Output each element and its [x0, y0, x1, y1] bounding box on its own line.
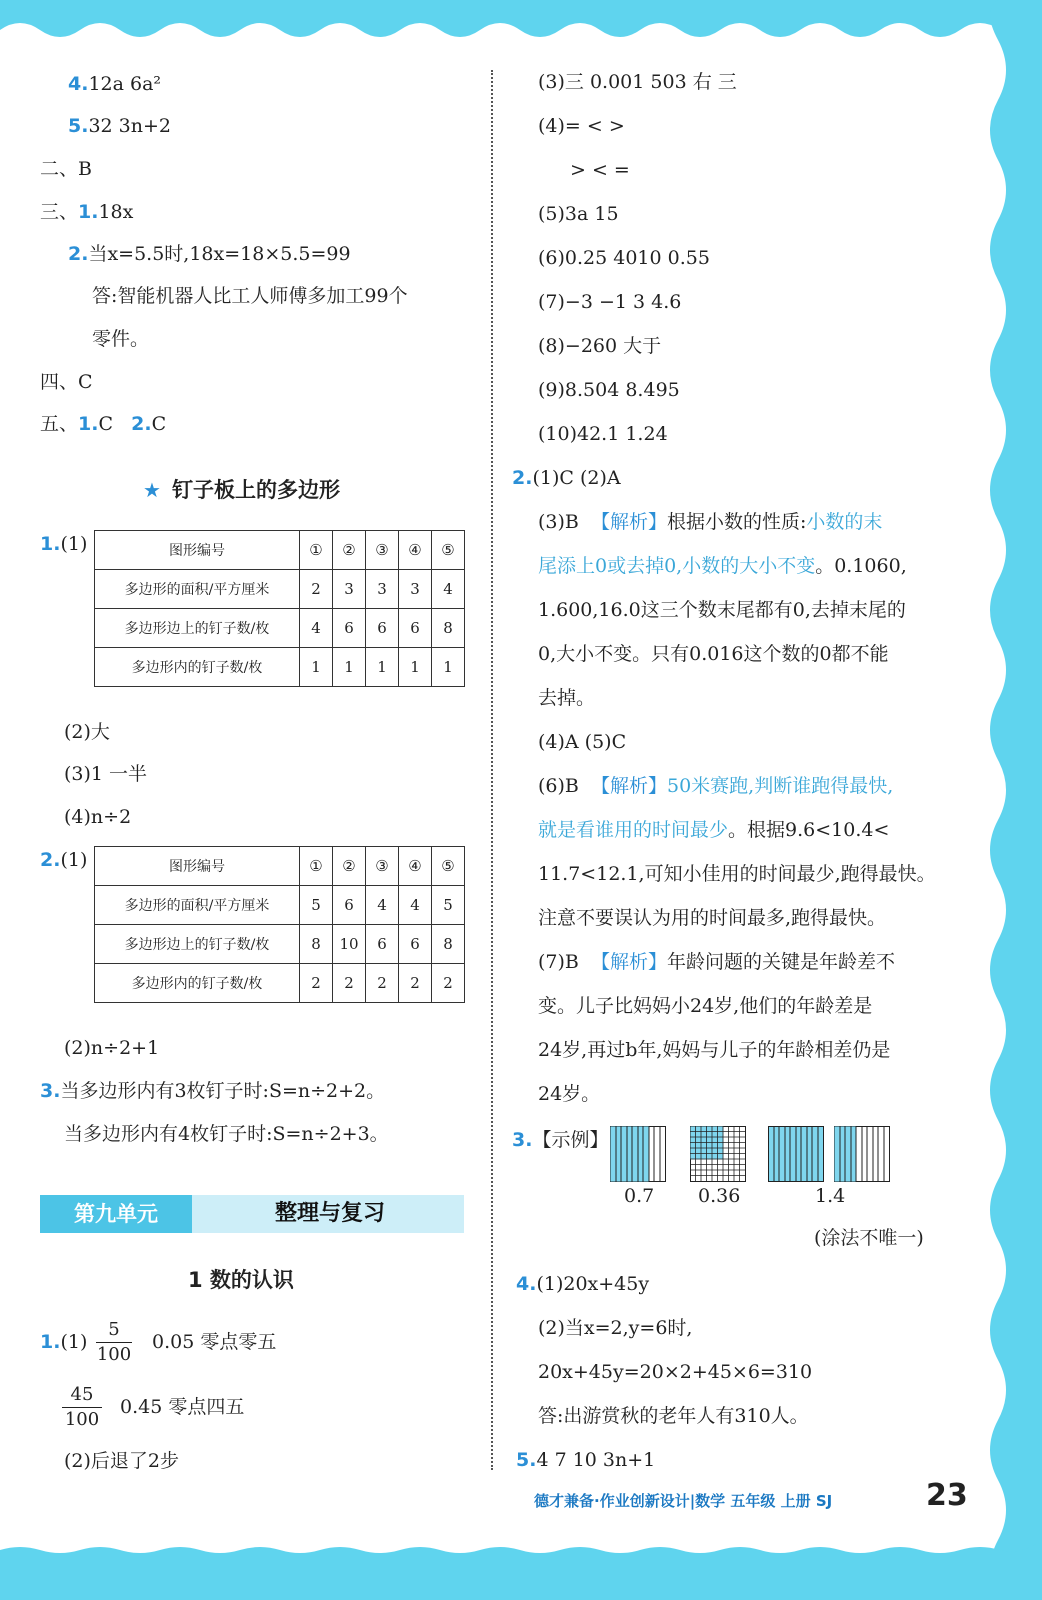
right-q2-3-l3: 1.600,16.0这三个数末尾都有0,去掉末尾的: [538, 599, 906, 621]
right-q2-3-l4: 0,大小不变。只有0.016这个数的0都不能: [538, 643, 889, 665]
table-cell: ④: [399, 847, 432, 886]
table-cell: 2: [333, 964, 366, 1003]
table-cell: 图形编号: [95, 531, 300, 570]
numerator: 5: [108, 1319, 120, 1340]
table-cell: 3: [399, 570, 432, 609]
right-q2-3: (3)B 【解析】根据小数的性质:小数的末: [538, 511, 883, 533]
answer-san-1: 三、1.18x: [40, 201, 134, 223]
denominator: 100: [62, 1407, 102, 1432]
table-cell: 5: [300, 886, 333, 925]
denominator: 100: [96, 1344, 132, 1365]
right-4: (4)= < >: [538, 115, 625, 137]
unit-label: 第九单元: [40, 1195, 192, 1233]
table-cell: 2: [432, 964, 465, 1003]
table-cell: 8: [432, 609, 465, 648]
table-cell: 8: [432, 925, 465, 964]
number-q1c: (2)后退了2步: [64, 1450, 180, 1472]
table-cell: 1: [300, 648, 333, 687]
table-cell: 2: [300, 570, 333, 609]
table-row: [95, 531, 465, 570]
table-cell: 5: [432, 886, 465, 925]
answer-san-2: 2.当x=5.5时,18x=18×5.5=99: [68, 243, 351, 265]
grid-note: (涂法不唯一): [814, 1227, 924, 1249]
right-q4-3: 20x+45y=20×2+45×6=310: [538, 1361, 813, 1383]
table-row: [95, 570, 465, 609]
question-1-2: (2)大: [64, 721, 110, 743]
footer-text: 德才兼备·作业创新设计|数学 五年级 上册 SJ: [534, 1492, 833, 1510]
number-q1-label: 1.(1): [40, 1331, 88, 1353]
top-wave-border: [0, 0, 1042, 48]
right-q2-6-l2: 就是看谁用的时间最少。根据9.6<10.4<: [538, 819, 890, 841]
table-cell: 6: [366, 925, 399, 964]
grid-0.36: [690, 1126, 746, 1182]
right-q2-45: (4)A (5)C: [538, 731, 627, 753]
table-row: [95, 964, 465, 1003]
right-q2-6: (6)B 【解析】50米赛跑,判断谁跑得最快,: [538, 775, 894, 797]
table-cell: 10: [333, 925, 366, 964]
table-cell: 图形编号: [95, 847, 300, 886]
fraction-45-100: [62, 1383, 102, 1432]
answer-4: 4.12a 6a²: [68, 73, 162, 95]
right-7: (7)−3 −1 3 4.6: [538, 291, 682, 313]
answer-5: 5.32 3n+2: [68, 115, 172, 137]
table-cell: 6: [366, 609, 399, 648]
grid-label: 1.4: [815, 1185, 846, 1207]
right-10: (10)42.1 1.24: [538, 423, 668, 445]
answer-si: 四、C: [40, 371, 93, 393]
answer-san-2-text: 答:智能机器人比工人师傅多加工99个: [92, 285, 408, 307]
table-cell: 4: [366, 886, 399, 925]
question-1-3: (3)1 一半: [64, 763, 148, 785]
table-2: [94, 846, 465, 1003]
table-cell: ②: [333, 847, 366, 886]
table-cell: ④: [399, 531, 432, 570]
right-q3: 3.【示例】: [512, 1129, 609, 1151]
table-row: [95, 886, 465, 925]
table-cell: 1: [333, 648, 366, 687]
table-cell: 1: [366, 648, 399, 687]
table-cell: 多边形内的钉子数/枚: [95, 648, 300, 687]
table-cell: 多边形的面积/平方厘米: [95, 570, 300, 609]
right-wave-border: [968, 0, 1042, 1600]
fraction-5-100: [96, 1318, 132, 1367]
numerator: 45: [70, 1384, 94, 1405]
table-cell: ⑤: [432, 847, 465, 886]
right-q4-4: 答:出游赏秋的老年人有310人。: [538, 1405, 809, 1427]
grid-1.4-a: [768, 1126, 824, 1182]
grid-label: 0.7: [624, 1185, 655, 1207]
page-number: 23: [926, 1478, 968, 1513]
right-q2-7-l4: 24岁。: [538, 1083, 601, 1105]
table-cell: ③: [366, 531, 399, 570]
right-q4: 4.(1)20x+45y: [516, 1273, 650, 1295]
table-row: [95, 925, 465, 964]
table-cell: 多边形边上的钉子数/枚: [95, 609, 300, 648]
table-cell: 1: [399, 648, 432, 687]
right-8: (8)−260 大于: [538, 335, 662, 357]
right-5: (5)3a 15: [538, 203, 619, 225]
table-cell: ⑤: [432, 531, 465, 570]
answer-san-2-text-end: 零件。: [92, 328, 150, 350]
table-cell: ①: [300, 847, 333, 886]
table-cell: 2: [399, 964, 432, 1003]
answer-wu: 五、1.C 2.C: [40, 413, 167, 435]
number-q1b-text: 0.45 零点四五: [120, 1396, 245, 1418]
table-1: [94, 530, 465, 687]
question-3-text: 当多边形内有4枚钉子时:S=n÷2+3。: [64, 1123, 389, 1145]
right-q2-6-l4: 注意不要误认为用的时间最多,跑得最快。: [538, 907, 887, 929]
table-row: [95, 609, 465, 648]
grid-1.4-b: [834, 1126, 890, 1182]
table-cell: 4: [300, 609, 333, 648]
question-3: 3.当多边形内有3枚钉子时:S=n÷2+2。: [40, 1080, 386, 1102]
question-2-label: 2.(1): [40, 849, 88, 871]
right-q2-6-l3: 11.7<12.1,可知小佳用的时间最少,跑得最快。: [538, 863, 936, 885]
table-row: [95, 847, 465, 886]
table-cell: 6: [399, 925, 432, 964]
unit-title: 整理与复习: [274, 1201, 385, 1226]
question-2-2: (2)n÷2+1: [64, 1037, 160, 1059]
table-cell: 多边形内的钉子数/枚: [95, 964, 300, 1003]
table-cell: ②: [333, 531, 366, 570]
table-cell: 多边形边上的钉子数/枚: [95, 925, 300, 964]
table-row: [95, 648, 465, 687]
table-cell: 1: [432, 648, 465, 687]
right-q5: 5.4 7 10 3n+1: [516, 1449, 656, 1471]
bottom-wave-border: [0, 1540, 1042, 1600]
table-cell: 4: [399, 886, 432, 925]
number-q1-text: 0.05 零点零五: [152, 1331, 277, 1353]
right-q4-2: (2)当x=2,y=6时,: [538, 1317, 693, 1339]
right-q2-7: (7)B 【解析】年龄问题的关键是年龄差不: [538, 951, 896, 973]
right-q2-3-l5: 去掉。: [538, 687, 596, 709]
table-cell: 2: [366, 964, 399, 1003]
answer-er: 二、B: [40, 158, 92, 180]
right-4b: > < =: [570, 159, 630, 181]
table-cell: 4: [432, 570, 465, 609]
question-1-label: 1.(1): [40, 533, 88, 555]
right-q2-7-l3: 24岁,再过b年,妈妈与儿子的年龄相差仍是: [538, 1039, 891, 1061]
right-q2: 2.(1)C (2)A: [512, 467, 621, 489]
section-title: 钉子板上的多边形: [172, 478, 340, 502]
star-icon: ★: [143, 478, 161, 502]
table-cell: 8: [300, 925, 333, 964]
question-1-4: (4)n÷2: [64, 806, 132, 828]
sub-title: 1 数的认识: [188, 1268, 294, 1292]
table-cell: 6: [399, 609, 432, 648]
grid-label: 0.36: [698, 1185, 741, 1207]
right-3: (3)三 0.001 503 右 三: [538, 71, 737, 93]
right-q2-7-l2: 变。儿子比妈妈小24岁,他们的年龄差是: [538, 995, 873, 1017]
right-9: (9)8.504 8.495: [538, 379, 680, 401]
table-cell: 6: [333, 609, 366, 648]
table-cell: 2: [300, 964, 333, 1003]
table-cell: 3: [333, 570, 366, 609]
table-cell: ①: [300, 531, 333, 570]
table-cell: 3: [366, 570, 399, 609]
table-cell: ③: [366, 847, 399, 886]
table-cell: 6: [333, 886, 366, 925]
table-cell: 多边形的面积/平方厘米: [95, 886, 300, 925]
column-divider: [491, 70, 493, 1470]
grid-0.7: [610, 1126, 666, 1182]
right-6: (6)0.25 4010 0.55: [538, 247, 710, 269]
right-q2-3-l2: 尾添上0或去掉0,小数的大小不变。0.1060,: [538, 555, 907, 577]
